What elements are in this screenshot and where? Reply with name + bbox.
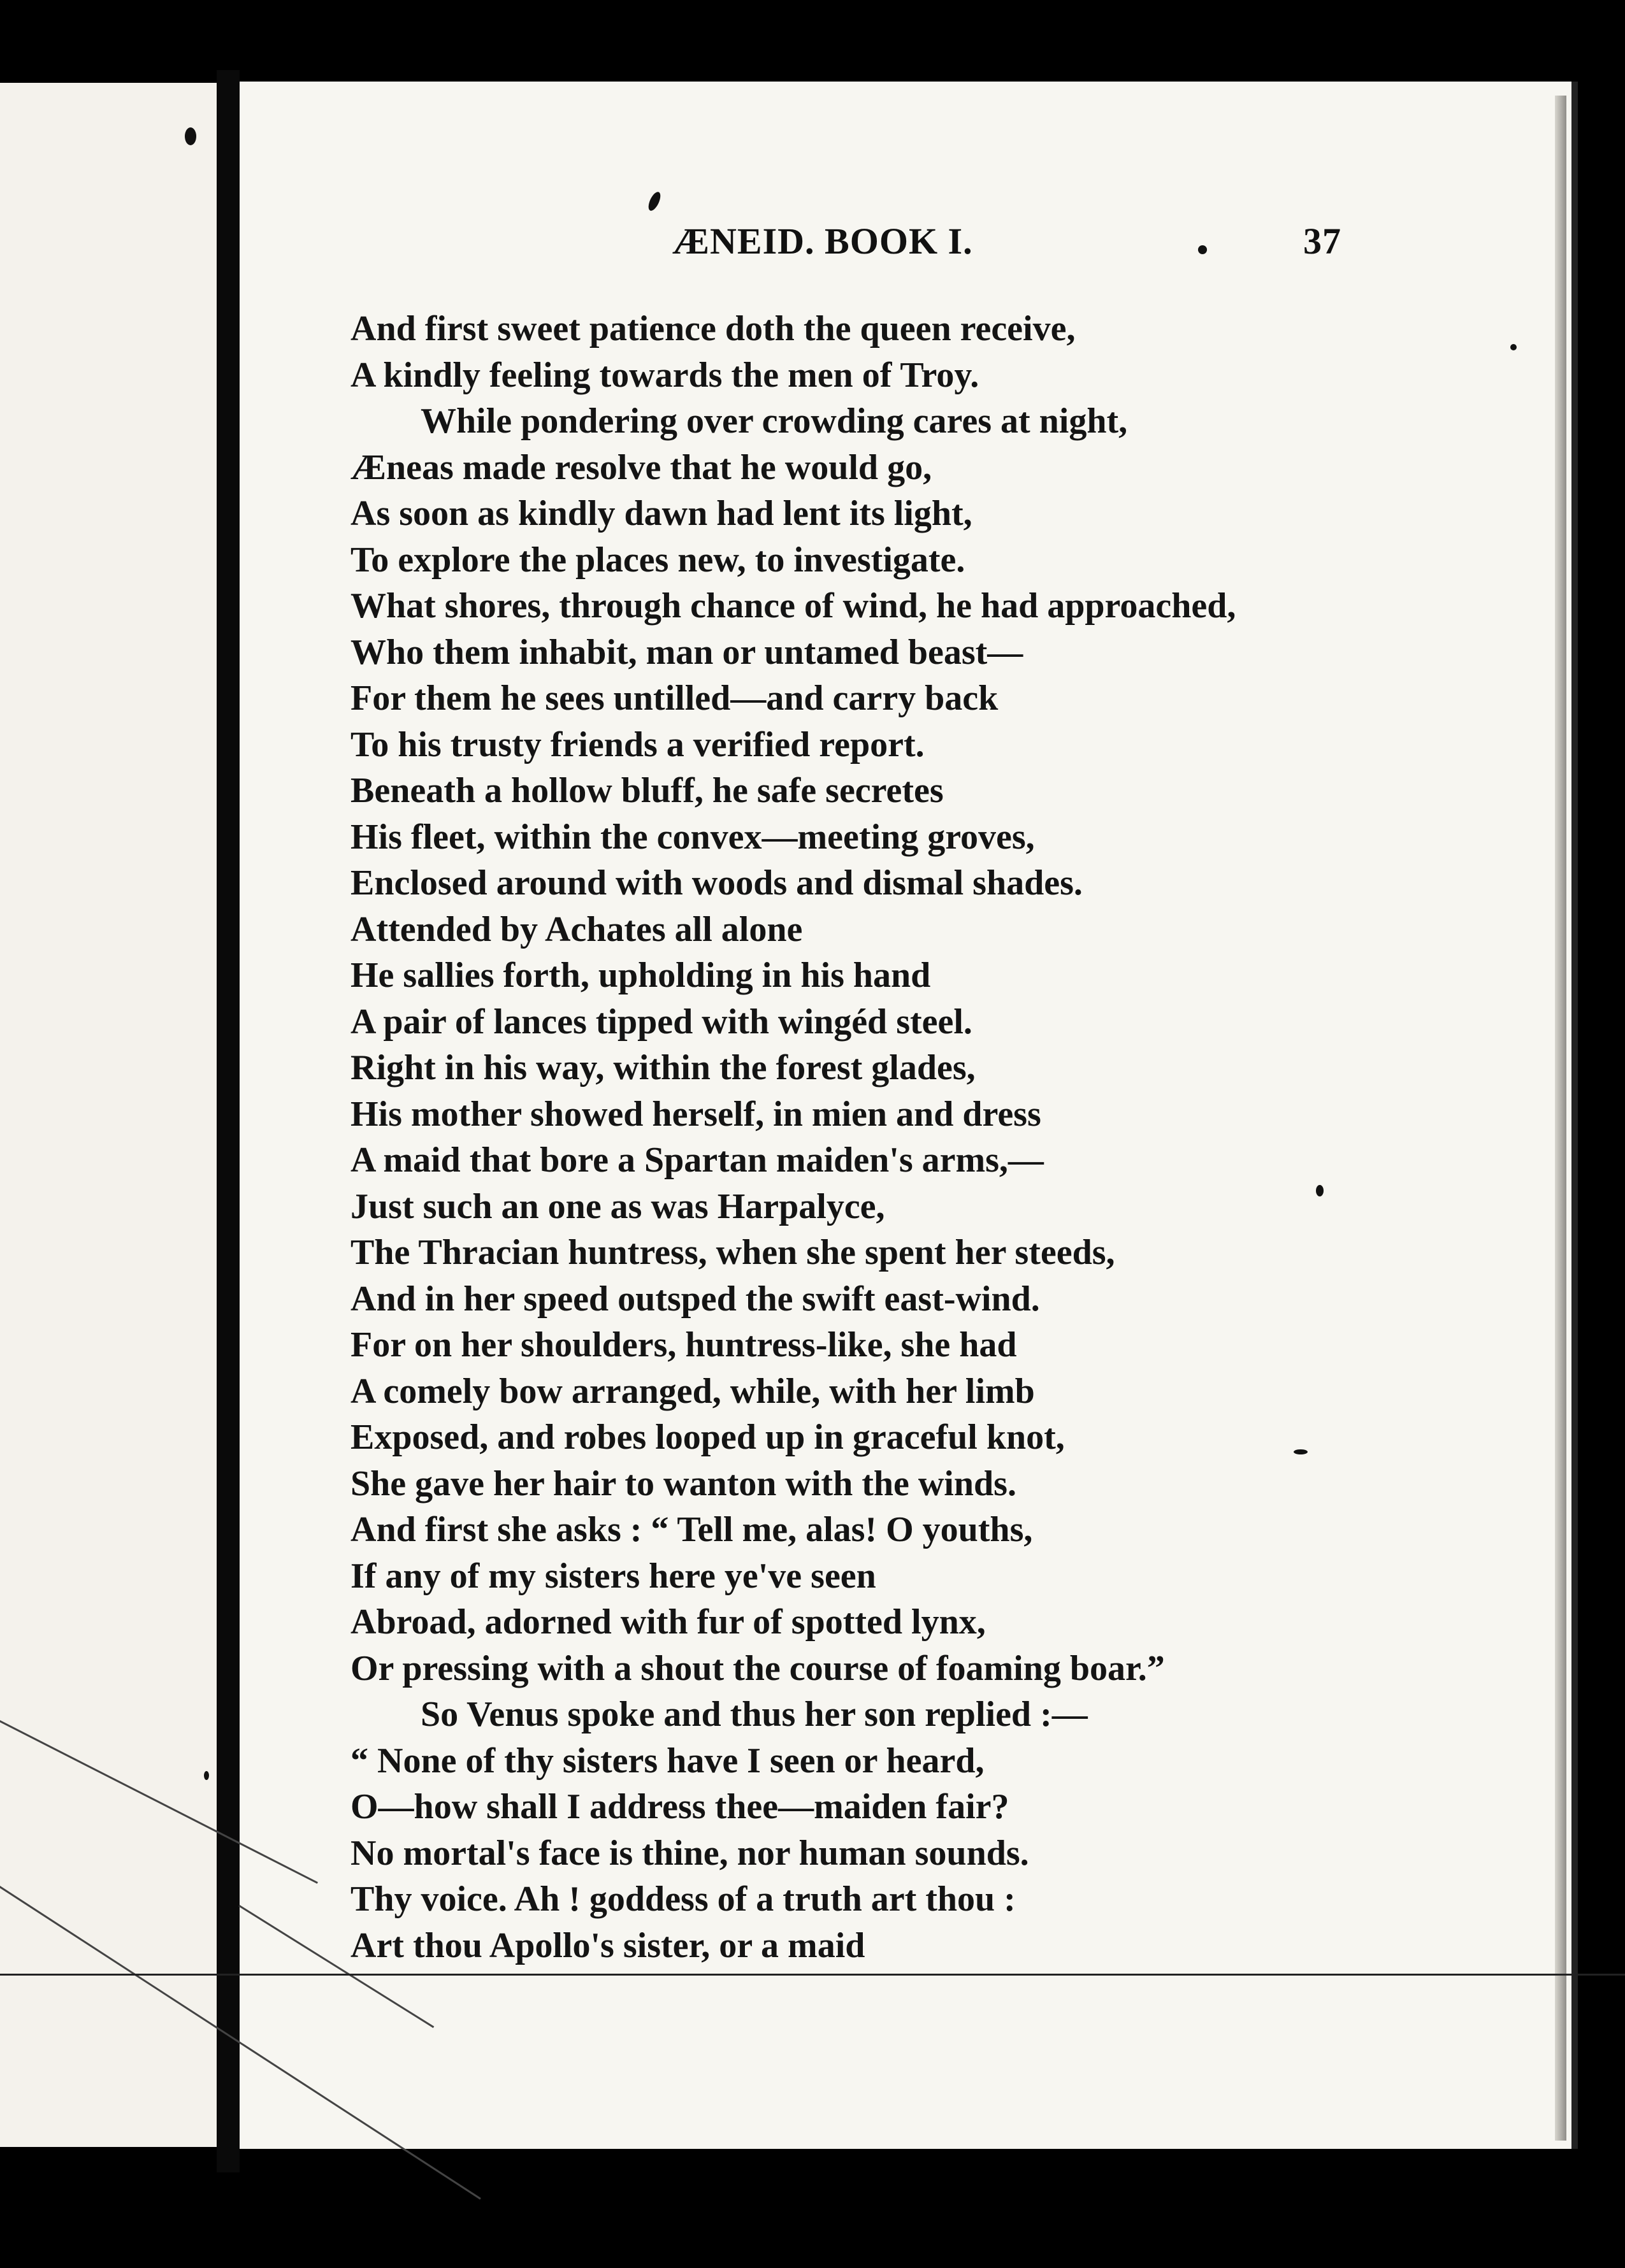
poem-line: “ None of thy sisters have I seen or heard, xyxy=(350,1740,985,1781)
poem-line: No mortal's face is thine, nor human sounds. xyxy=(350,1833,1029,1873)
ink-speck xyxy=(1510,344,1517,350)
poem-line: He sallies forth, upholding in his hand xyxy=(350,956,931,995)
poem-line: A comely bow arranged, while, with her limb xyxy=(350,1371,1035,1411)
poem-line: If any of my sisters here ye've seen xyxy=(350,1556,876,1596)
poem-line: To explore the places new, to investigate. xyxy=(350,540,965,580)
facing-page-edge xyxy=(0,83,217,2147)
scan-line xyxy=(0,1974,1625,1976)
poem-line: As soon as kindly dawn had lent its light, xyxy=(350,494,972,533)
poem-line: And first sweet patience doth the queen receive, xyxy=(350,309,1076,348)
poem-line: A maid that bore a Spartan maiden's arms,— xyxy=(350,1140,1044,1180)
poem-line: The Thracian huntress, when she spent her steeds, xyxy=(350,1233,1115,1272)
ink-speck xyxy=(1316,1185,1324,1196)
poem-line: Just such an one as was Harpalyce, xyxy=(350,1186,885,1226)
poem-line: To his trusty friends a verified report. xyxy=(350,724,925,764)
poem-line: Who them inhabit, man or untamed beast— xyxy=(350,632,1023,672)
poem-line: Enclosed around with woods and dismal shades. xyxy=(350,863,1083,903)
book-spine xyxy=(217,70,240,2172)
poem-line: And in her speed outsped the swift east-wind. xyxy=(350,1279,1040,1319)
poem-line: A pair of lances tipped with wingéd steel. xyxy=(350,1001,972,1042)
poem-line: And first she asks : “ Tell me, alas! O youths, xyxy=(350,1510,1033,1549)
poem-line: Exposed, and robes looped up in graceful knot, xyxy=(350,1418,1065,1457)
poem-line: What shores, through chance of wind, he had approached, xyxy=(350,586,1236,626)
ink-speck xyxy=(1294,1449,1308,1454)
poem-line: Æneas made resolve that he would go, xyxy=(350,447,932,487)
poem-line: For on her shoulders, huntress-like, she had xyxy=(350,1325,1017,1365)
running-header: ÆNEID. BOOK I. xyxy=(672,220,973,262)
poem-line: A kindly feeling towards the men of Troy. xyxy=(350,355,979,395)
poem-line: Beneath a hollow bluff, he safe secretes xyxy=(350,771,944,810)
poem-line: Right in his way, within the forest glades, xyxy=(350,1048,976,1087)
poem-line: His mother showed herself, in mien and dress xyxy=(350,1094,1041,1134)
ink-speck xyxy=(1198,245,1207,254)
poem-line: His fleet, within the convex—meeting groves, xyxy=(350,817,1035,857)
poem-line: Or pressing with a shout the course of foaming boar.” xyxy=(350,1648,1165,1688)
poem-line: For them he sees untilled—and carry back xyxy=(350,678,999,718)
poem-line: Art thou Apollo's sister, or a maid xyxy=(350,1925,865,1965)
poem-line: Attended by Achates all alone xyxy=(350,909,803,949)
poem-line: Thy voice. Ah ! goddess of a truth art thou : xyxy=(350,1879,1016,1919)
poem-text xyxy=(350,306,1236,1969)
poem-line: O—how shall I address thee—maiden fair? xyxy=(350,1787,1009,1827)
page-fore-edge xyxy=(1555,96,1566,2141)
page-number: 37 xyxy=(1303,220,1341,262)
poem-line: So Venus spoke and thus her son replied :— xyxy=(421,1695,1088,1734)
ink-speck xyxy=(204,1771,209,1780)
poem-line: Abroad, adorned with fur of spotted lynx, xyxy=(350,1602,986,1642)
ink-speck xyxy=(185,127,196,145)
poem-line: While pondering over crowding cares at night, xyxy=(421,401,1128,441)
poem-line: She gave her hair to wanton with the winds. xyxy=(350,1463,1016,1504)
